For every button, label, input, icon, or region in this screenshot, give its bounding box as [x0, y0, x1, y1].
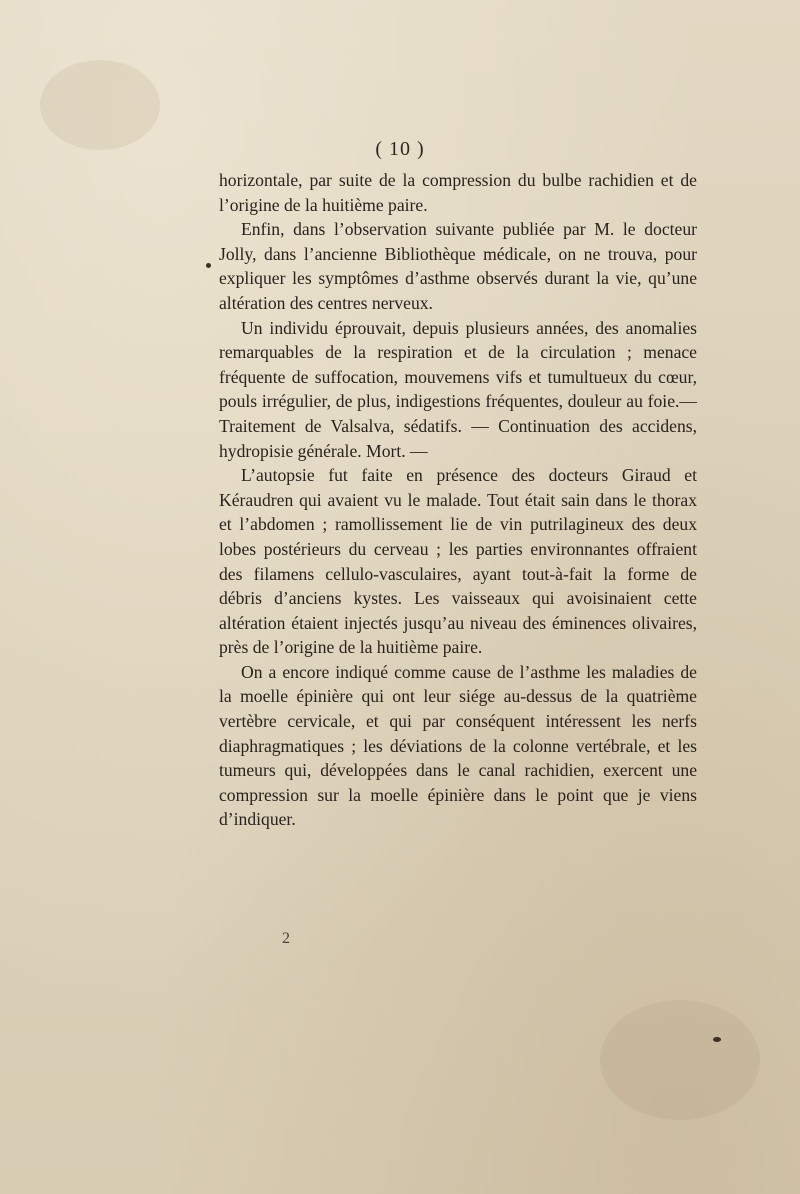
paper-stain	[40, 60, 160, 150]
ink-dot	[713, 1037, 721, 1042]
paragraph-continuation: horizontale, par suite de la compression du bulbe rachidien et de l’origine de la huitième paire.	[219, 170, 697, 215]
signature-mark: 2	[282, 930, 290, 947]
paragraph-case-history: Un individu éprouvait, depuis plusieurs années, des anomalies remarquables de la respiration et de la circulation ; menace fréquente de suffocation, mouvemens vifs et tumultueux du cœur, pouls irrégulier, de plus, indigestions fréquentes, douleur au foie.—Traitement de Valsalva, sédatifs. — Continuation des accidens, hydropisie générale. Mort. —	[219, 317, 697, 461]
paper-stain	[600, 1000, 760, 1120]
paragraph-spinal-causes: On a encore indiqué comme cause de l’asthme les maladies de la moelle épinière qui ont leur siége au-dessus de la quatrième vertèbre cervicale, et qui par conséquent intéressent les nerfs diaphragmatiques ; les déviations de la colonne vertébrale, et les tumeurs qui, développées dans le canal rachidien, exercent une compression sur la moelle épinière dans le point que je viens d’indiquer.	[219, 661, 697, 830]
page-number: ( 10 )	[375, 138, 425, 160]
body-text	[219, 168, 697, 832]
ink-dot	[206, 263, 211, 268]
paragraph-jolly-observation: Enfin, dans l’observation suivante publiée par M. le docteur Jolly, dans l’ancienne Bibliothèque médicale, on ne trouva, pour expliquer les symptômes d’asthme observés durant la vie, qu’une altération des centres nerveux.	[219, 219, 697, 313]
paragraph-autopsy: L’autopsie fut faite en présence des docteurs Giraud et Kéraudren qui avaient vu le malade. Tout était sain dans le thorax et l’abdomen ; ramollissement lie de vin putrilagineux des deux lobes postérieurs du cerveau ; les parties environnantes offraient des filamens cellulo-vasculaires, ayant tout-à-fait la forme de débris d’anciens kystes. Les vaisseaux qui avoisinaient cette altération étaient injectés jusqu’au niveau des éminences olivaires, près de l’origine de la huitième paire.	[219, 465, 697, 658]
